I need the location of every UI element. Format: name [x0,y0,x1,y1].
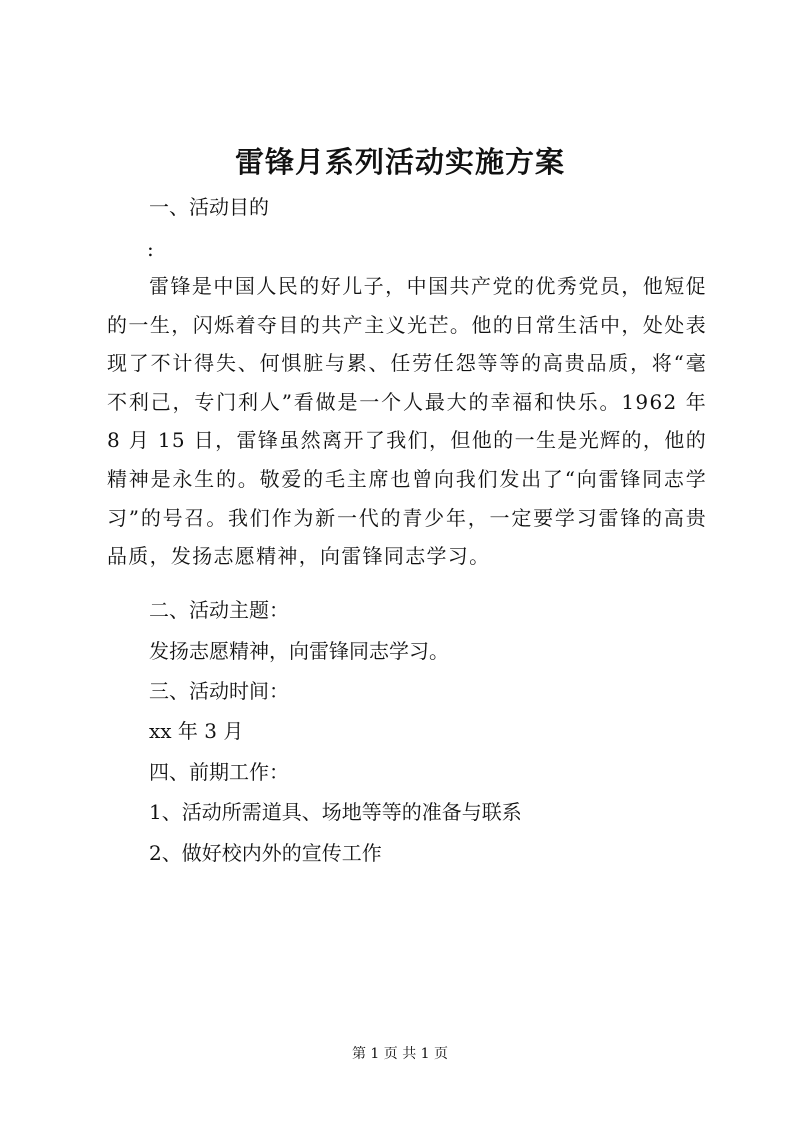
section-heading-time: 三、活动时间： [149,679,289,703]
preparation-item: 2、做好校内外的宣传工作 [149,841,382,865]
section-heading-preparation: 四、前期工作： [149,760,289,784]
section-heading-theme: 二、活动主题： [149,598,289,622]
theme-text: 发扬志愿精神，向雷锋同志学习。 [149,639,449,663]
time-text: xx 年 3 月 [149,719,244,743]
preparation-item: 1、活动所需道具、场地等等的准备与联系 [149,800,522,824]
purpose-paragraph: 雷锋是中国人民的好儿子，中国共产党的优秀党员，他短促的一生，闪烁着夺目的共产主义光芒。他的日常生活中，处处表现了不计得失、何惧脏与累、任劳任怨等等的高贵品质，将“毫不利己，专门利人”看做是一个人最大的幸福和快乐。1962 年 8 月 15 日，雷锋虽然离开了我们，但他的一生是光辉的，他的精神是永生的。敬爱的毛主席也曾向我们发出了“向雷锋同志学习”的号召。我们作为新一代的青少年，一定要学习雷锋的高贵品质，发扬志愿精神，向雷锋同志学习。 [107,274,707,569]
section-heading-purpose: 一、活动目的 [149,195,269,219]
colon-line: : [147,237,154,261]
document-title: 雷锋月系列活动实施方案 [234,145,565,179]
page-footer: 第 1 页 共 1 页 [351,1046,449,1062]
